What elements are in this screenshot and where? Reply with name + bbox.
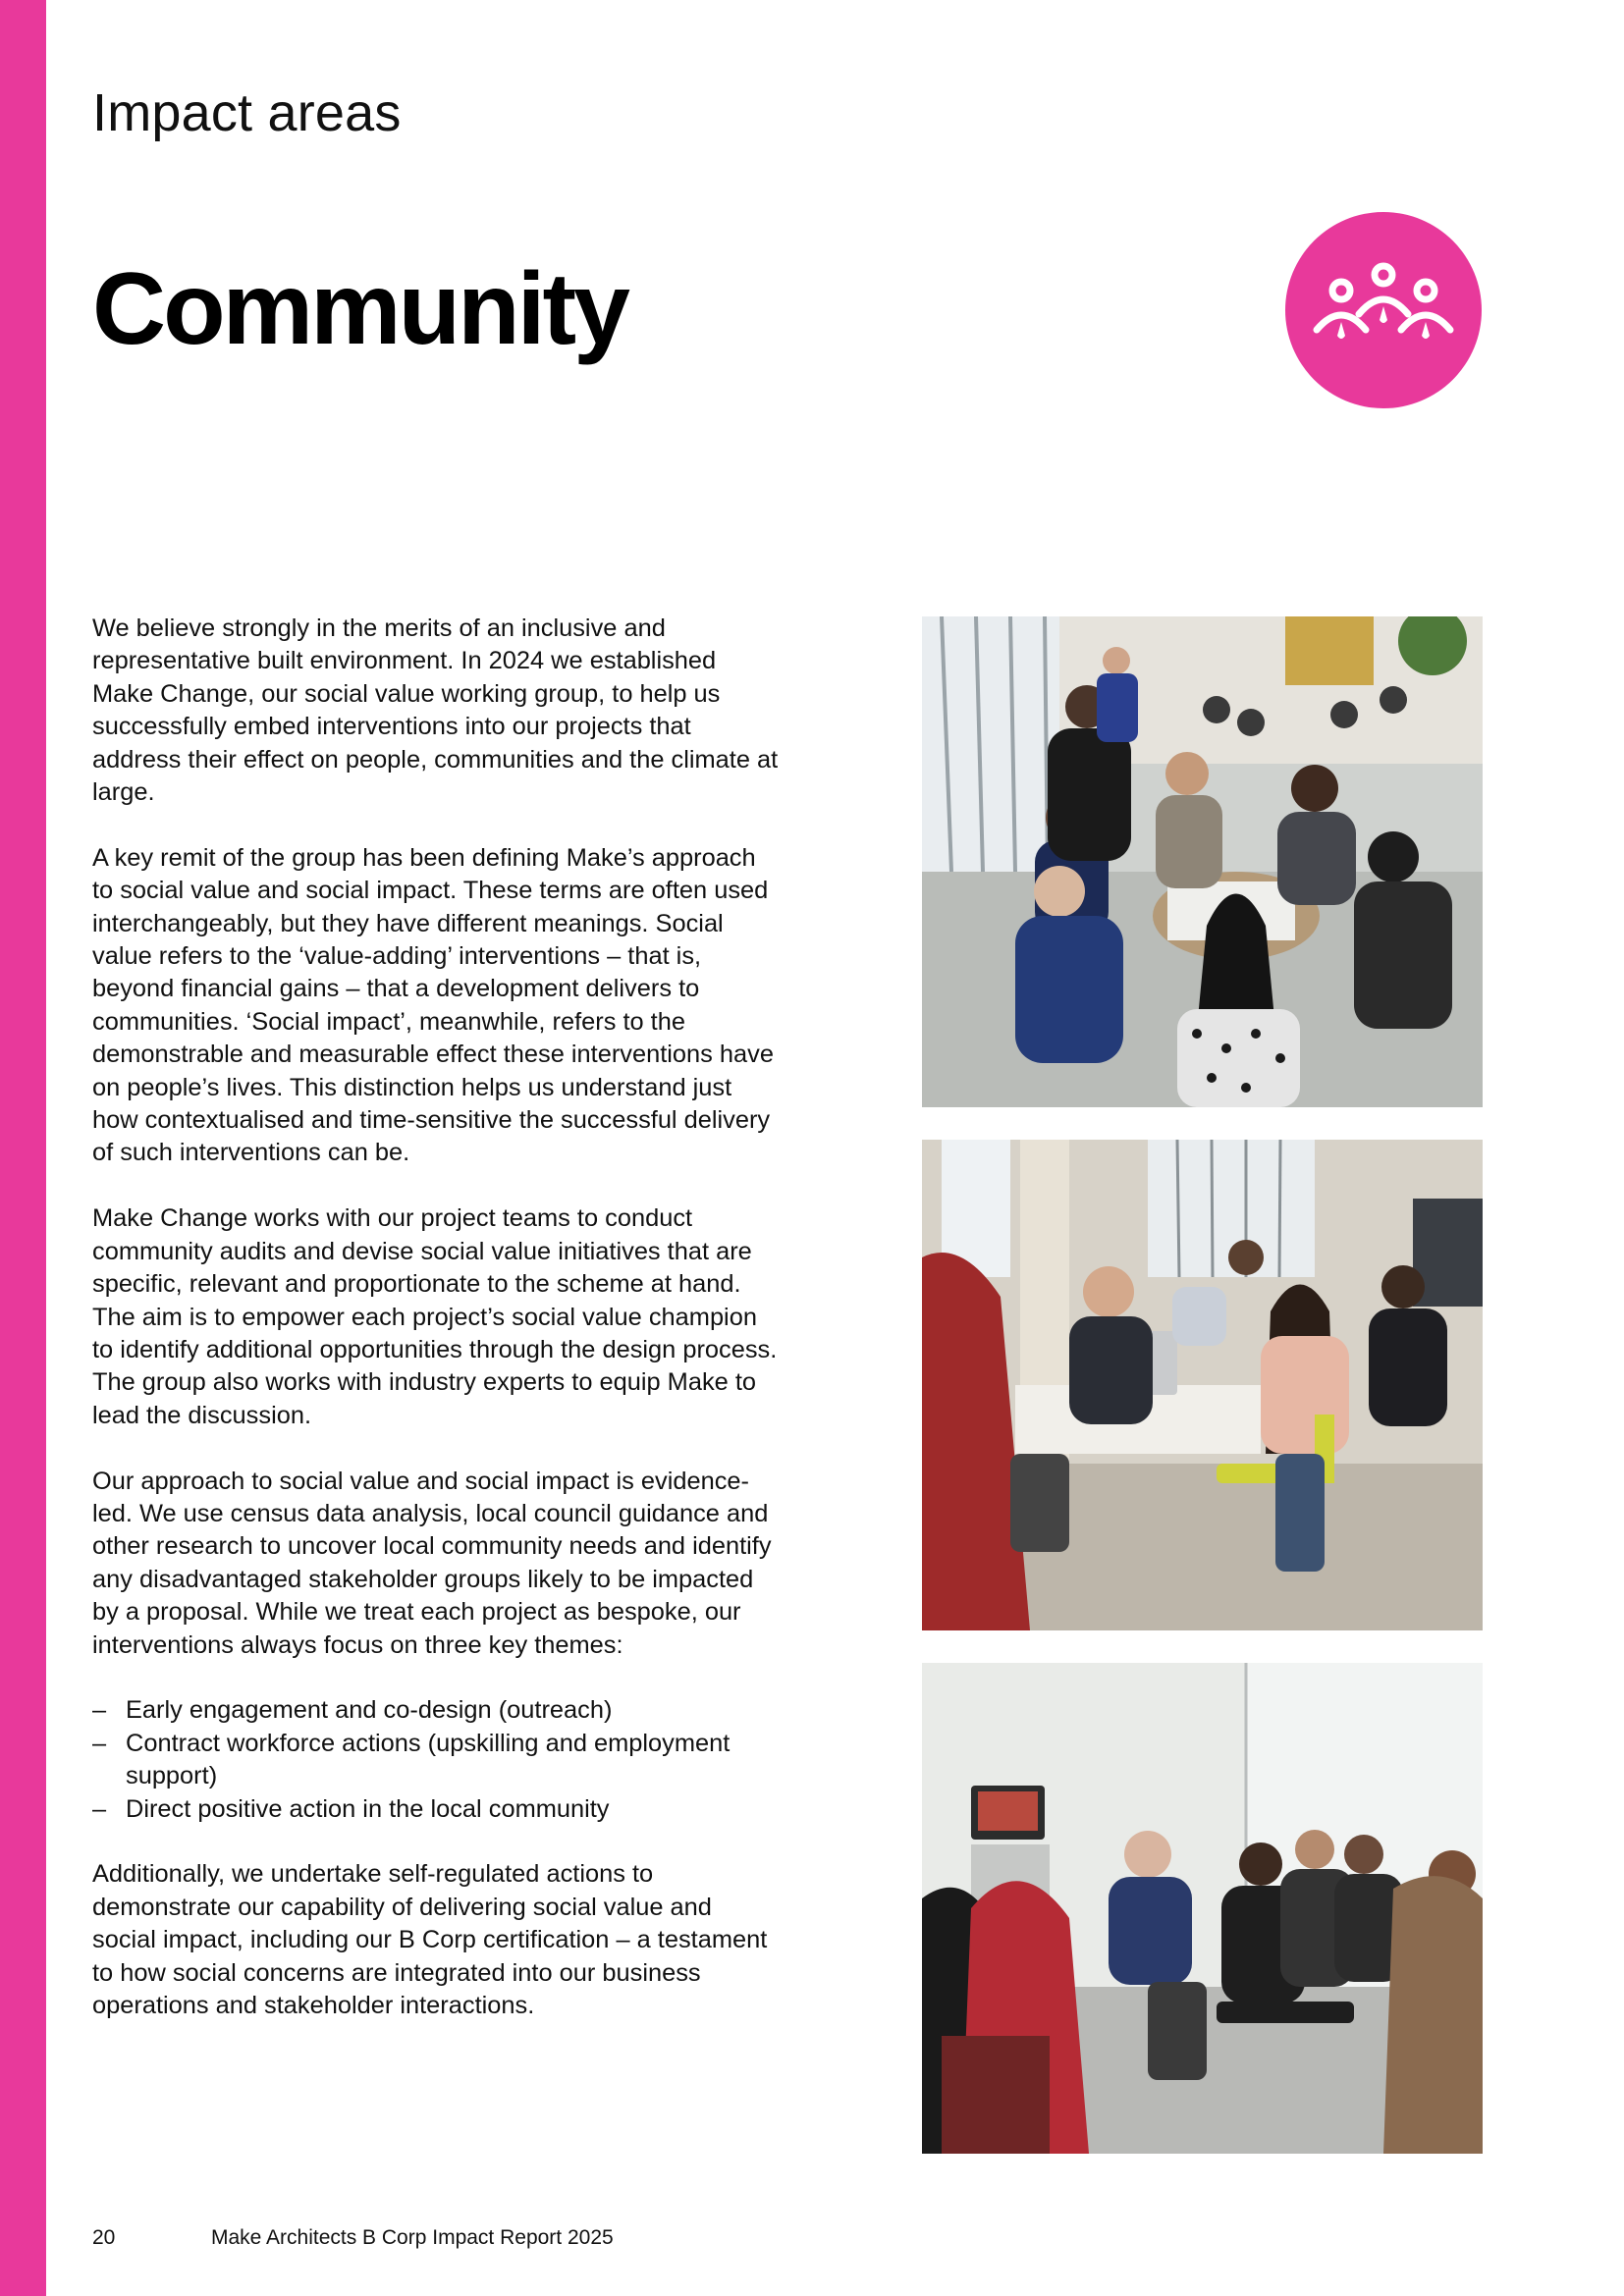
footer-report-title: Make Architects B Corp Impact Report 2025 (211, 2226, 614, 2249)
page-title: Community (92, 252, 627, 366)
theme-label: Early engagement and co-design (outreach) (126, 1696, 613, 1725)
bullet-dash: – (92, 1729, 107, 1757)
photo-laptop-session (922, 1140, 1483, 1630)
body-text (92, 613, 780, 2056)
paragraph-intro: We believe strongly in the merits of an inclusive and representative built environment. In 2024 we established Make Change, our social value working group, to help us successfully embed interventions into our projects that address their effect on people, communities and the climate at large. (92, 614, 779, 807)
bullet-dash: – (92, 1696, 107, 1725)
paragraph-definitions: A key remit of the group has been defining Make’s approach to social value and social impact. These terms are often used interchangeably, but they have different meanings. Social value refers to the ‘value-adding’ interventions – that is, beyond financial gains – that a development delivers to communities. ‘Social impact’, meanwhile, refers to the demonstrable and measurable effect these interventions have on people’s lives. This distinction helps us understand just how contextualised and time-sensitive the successful delivery of such interventions can be. (92, 843, 774, 1167)
paragraph-make-change: Make Change works with our project teams to conduct community audits and devise social value initiatives that are specific, relevant and proportionate to the scheme at hand. The aim is to empower each project’s social value champion to identify additional opportunities through the design process. The group also works with industry experts to equip Make to lead the discussion. (92, 1204, 778, 1429)
paragraph-approach: Our approach to social value and social impact is evidence-led. We use census data analysis, local council guidance and other research to uncover local community needs and identify any disadvantaged stakeholder groups likely to be impacted by a proposal. While we treat each project as bespoke, our interventions always focus on three key themes: (92, 1467, 772, 1659)
list-item (92, 1793, 780, 1826)
paragraph-additionally: Additionally, we undertake self-regulated actions to demonstrate our capability of delivering social value and social impact, including our B Corp certification – a testament to how social concerns are integrated into our business operations and stakeholder interactions. (92, 1860, 768, 2019)
community-icon (1285, 212, 1482, 408)
theme-label: Contract workforce actions (upskilling and employment support) (126, 1729, 731, 1790)
photo-workshop-round-table (922, 616, 1483, 1107)
bullet-dash: – (92, 1794, 107, 1823)
list-item (92, 1728, 780, 1793)
page-number: 20 (92, 2226, 116, 2249)
themes-list (92, 1694, 780, 1826)
section-label: Impact areas (92, 83, 402, 142)
list-item (92, 1694, 780, 1727)
photo-group-discussion (922, 1663, 1483, 2154)
accent-side-bar (0, 0, 46, 2296)
theme-label: Direct positive action in the local community (126, 1794, 610, 1823)
